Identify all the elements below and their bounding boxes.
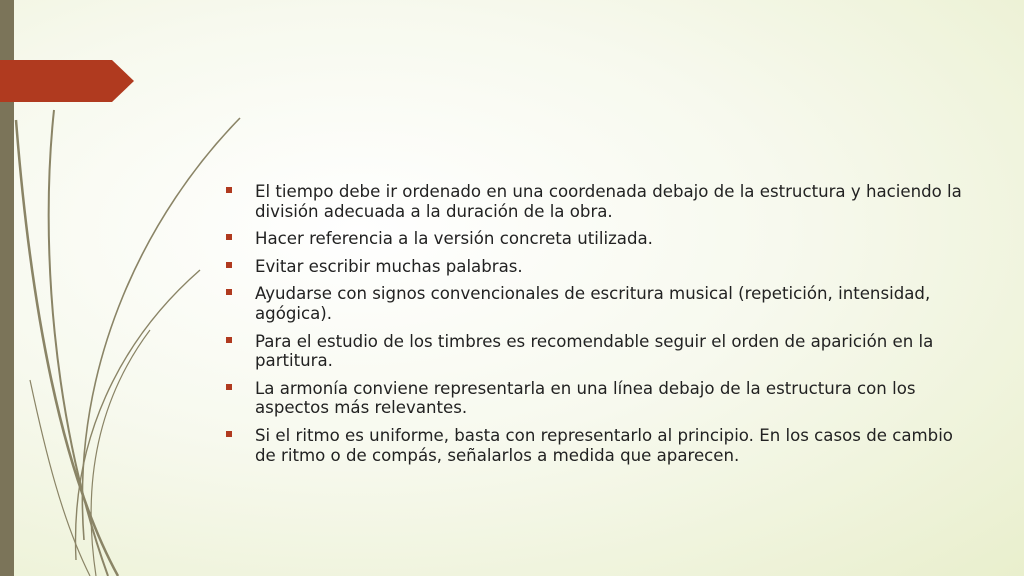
bullet-text: La armonía conviene representarla en una línea debajo de la estructura con los aspectos más relevantes. [255, 378, 916, 418]
bullet-item [225, 332, 965, 371]
stem-line [16, 120, 118, 576]
square-bullet-icon [226, 187, 232, 193]
bullet-text: Para el estudio de los timbres es recomendable seguir el orden de aparición en la partitura. [255, 331, 934, 371]
square-bullet-icon [226, 337, 232, 343]
bullet-item [225, 426, 965, 465]
bullet-text: El tiempo debe ir ordenado en una coordenada debajo de la estructura y haciendo la división adecuada a la duración de la obra. [255, 182, 962, 221]
square-bullet-icon [226, 384, 232, 390]
square-bullet-icon [226, 262, 232, 268]
bullet-item [225, 284, 965, 323]
square-bullet-icon [226, 234, 232, 240]
bullet-item [225, 229, 965, 249]
bullet-text: Evitar escribir muchas palabras. [255, 256, 523, 276]
bullet-text: Si el ritmo es uniforme, basta con representarlo al principio. En los casos de cambio de ritmo o de compás, señalarlos a medida que aparecen. [255, 425, 953, 465]
bullet-item [225, 182, 965, 221]
bullet-text: Hacer referencia a la versión concreta utilizada. [255, 229, 653, 249]
stem-line [49, 110, 108, 576]
stem-line [76, 270, 200, 560]
title-accent-tab [0, 60, 134, 102]
bullet-list [225, 182, 965, 465]
bullet-item [225, 257, 965, 277]
bullet-item [225, 379, 965, 418]
slide-content [225, 182, 965, 473]
square-bullet-icon [226, 289, 232, 295]
stem-line [82, 118, 240, 540]
bullet-text: Ayudarse con signos convencionales de escritura musical (repetición, intensidad, agógica). [255, 284, 931, 323]
square-bullet-icon [226, 431, 232, 437]
